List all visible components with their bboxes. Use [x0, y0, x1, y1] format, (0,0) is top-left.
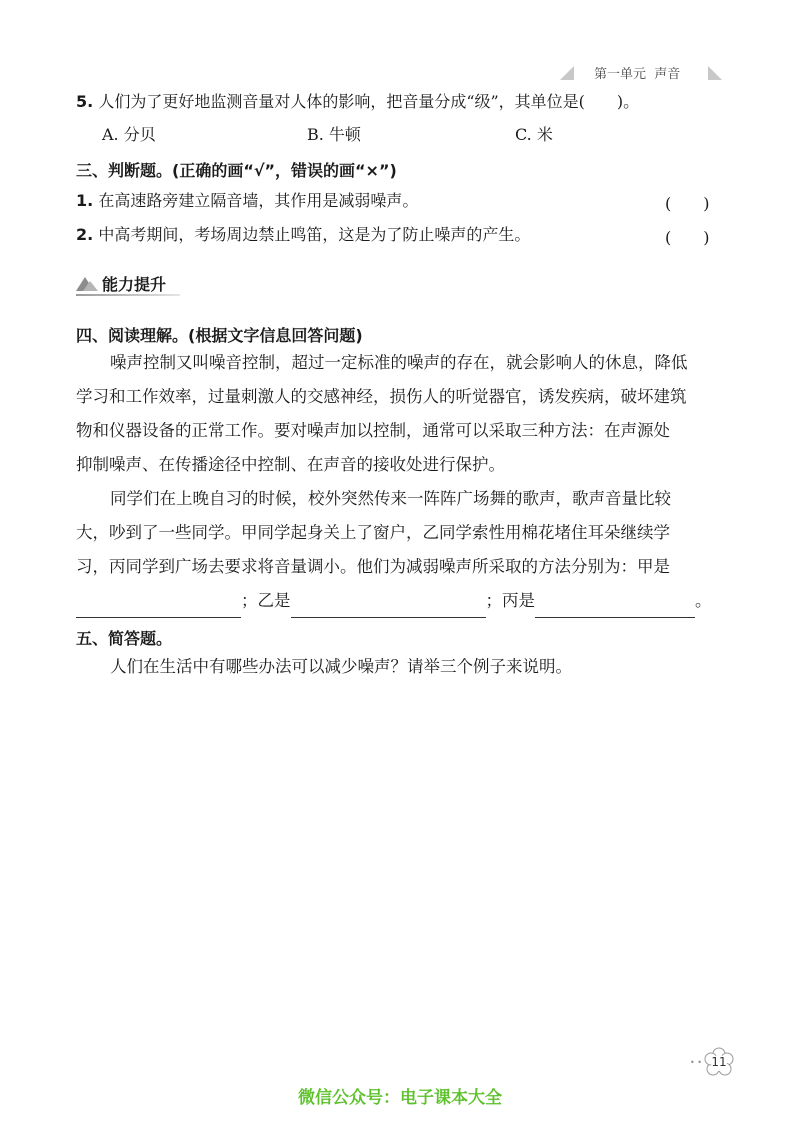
- judge-item-1-answer-paren: ( ): [665, 194, 710, 213]
- short-answer-section-title: 五、简答题。: [76, 629, 173, 648]
- judge-section-title: 三、判断题。(正确的画“√”，错误的画“×”): [76, 161, 397, 180]
- short-answer-question: 人们在生活中有哪些办法可以减少噪声？请举三个例子来说明。: [110, 657, 572, 676]
- blank-separator-bing: ；丙是: [485, 591, 535, 610]
- option-c: C. 米: [515, 125, 553, 144]
- page-number-dots: • •: [690, 1058, 702, 1067]
- judge-item-2-answer-paren: ( ): [665, 228, 710, 247]
- question-5: [76, 92, 639, 112]
- reading-passage: [76, 346, 712, 618]
- answer-blank-bing[interactable]: [535, 599, 695, 618]
- passage-line: 大，吵到了一些同学。甲同学起身关上了窗户，乙同学索性用棉花堵住耳朵继续学: [76, 523, 670, 542]
- footer-watermark: 微信公众号：电子课本大全: [298, 1088, 502, 1108]
- reading-section-title: 四、阅读理解。(根据文字信息回答问题): [76, 326, 363, 345]
- ability-heading-underline: [76, 294, 180, 296]
- passage-line: 抑制噪声、在传播途径中控制、在声音的接收处进行保护。: [76, 455, 505, 474]
- judge-item-2-text: 中高考期间，考场周边禁止鸣笛，这是为了防止噪声的产生。: [98, 225, 531, 244]
- header-topic: 声音: [654, 67, 681, 82]
- judge-item-1-text: 在高速路旁建立隔音墙，其作用是减弱噪声。: [98, 191, 419, 210]
- page-number-text: 11: [711, 1055, 727, 1069]
- header-unit: 第一单元: [594, 67, 647, 82]
- question-5-number: 5.: [76, 92, 94, 111]
- judge-item-2: [76, 225, 530, 245]
- page-number: [703, 1047, 735, 1079]
- passage-line: 物和仪器设备的正常工作。要对噪声加以控制，通常可以采取三种方法：在声源处: [76, 421, 670, 440]
- answer-blank-yi[interactable]: [291, 599, 486, 618]
- option-b: B. 牛顿: [307, 125, 361, 144]
- ability-heading: 能力提升: [102, 275, 167, 294]
- judge-item-1-number: 1.: [76, 191, 94, 210]
- blank-separator-yi: ；乙是: [241, 591, 291, 610]
- passage-line: 同学们在上晚自习的时候，校外突然传来一阵阵广场舞的歌声，歌声音量比较: [110, 489, 671, 508]
- option-a: A. 分贝: [102, 125, 156, 144]
- passage-line: 学习和工作效率，过量刺激人的交感神经，损伤人的听觉器官，诱发疾病，破坏建筑: [76, 387, 687, 406]
- answer-blank-jia[interactable]: [76, 599, 241, 618]
- header-left-triangle-icon: [560, 66, 574, 80]
- mountain-icon: [76, 275, 98, 291]
- header-right-triangle-icon: [708, 66, 722, 80]
- running-header: [560, 62, 730, 84]
- passage-line: 习，丙同学到广场去要求将音量调小。他们为减弱噪声所采取的方法分别为：甲是: [76, 557, 670, 576]
- question-5-text: 人们为了更好地监测音量对人体的影响，把音量分成“级”，其单位是( )。: [98, 92, 640, 111]
- blank-end: 。: [695, 591, 712, 610]
- judge-item-1: [76, 191, 418, 211]
- judge-item-2-number: 2.: [76, 225, 94, 244]
- answer-blanks-line: [76, 584, 712, 618]
- passage-line: 噪声控制又叫噪音控制，超过一定标准的噪声的存在，就会影响人的休息，降低: [110, 353, 688, 372]
